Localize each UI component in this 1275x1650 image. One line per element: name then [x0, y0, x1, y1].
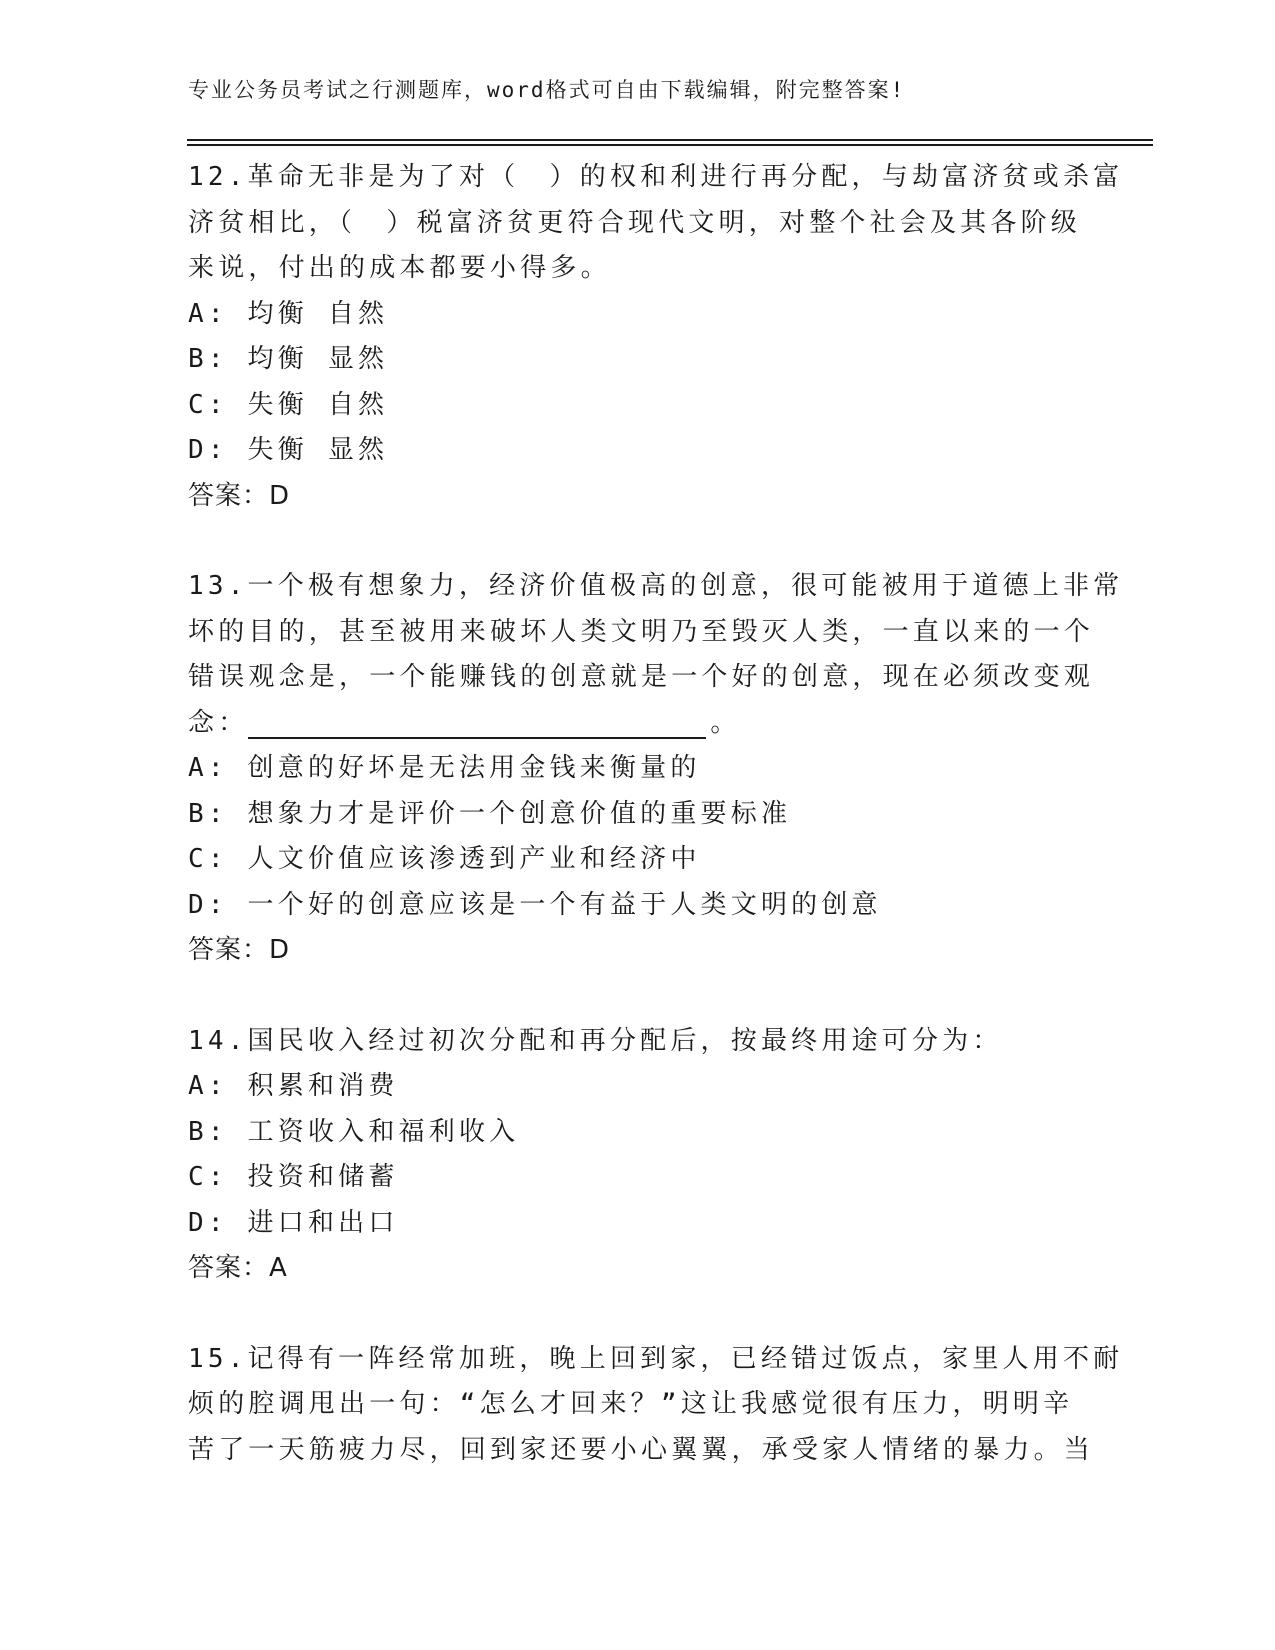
question-stem-line: 错误观念是，一个能赚钱的创意就是一个好的创意，现在必须改变观	[188, 662, 1095, 692]
option-a: A: 均衡 自然	[188, 298, 389, 329]
answer-line: 答案：A	[188, 1253, 288, 1283]
question-stem-line: 苦了一天筋疲力尽，回到家还要小心翼翼，承受家人情绪的暴力。当	[188, 1434, 1095, 1465]
question-stem-line: 济贫相比，（ ）税富济贫更符合现代文明，对整个社会及其各阶级	[188, 207, 1082, 238]
question-stem-line: 坏的目的，甚至被用来破坏人类文明乃至毁灭人类，一直以来的一个	[188, 616, 1095, 647]
blank-prefix: 念：	[188, 707, 249, 738]
option-d: D: 进口和出口	[188, 1207, 399, 1238]
question-stem-line: 13.一个极有想象力，经济价值极高的创意，很可能被用于道德上非常	[188, 571, 1124, 601]
option-c: C: 失衡 自然	[188, 389, 389, 420]
question-stem-blank-line	[188, 701, 1088, 747]
question-14	[188, 1019, 1088, 1292]
answer-line: 答案：D	[188, 480, 291, 511]
question-stem-line: 14.国民收入经过初次分配和再分配后，按最终用途可分为：	[188, 1025, 1003, 1056]
option-d: D: 一个好的创意应该是一个有益于人类文明的创意	[188, 889, 882, 920]
option-b: B: 想象力才是评价一个创意价值的重要标准	[188, 798, 792, 829]
question-12	[188, 155, 1124, 519]
question-15	[188, 1337, 1124, 1474]
question-list	[188, 155, 1124, 1518]
header-rule-top	[187, 139, 1153, 141]
question-stem-line: 来说，付出的成本都要小得多。	[188, 253, 611, 283]
header-rule-bottom	[187, 144, 1153, 146]
option-b: B: 工资收入和福利收入	[188, 1116, 520, 1147]
question-13	[188, 564, 1124, 974]
question-stem-line: 15.记得有一阵经常加班，晚上回到家，已经错过饭点，家里人用不耐	[188, 1343, 1124, 1374]
option-c: C: 投资和储蓄	[188, 1162, 399, 1192]
question-stem-line: 12.革命无非是为了对（ ）的权和利进行再分配，与劫富济贫或杀富	[188, 162, 1124, 192]
page-header-text: 专业公务员考试之行测题库，word格式可自由下载编辑，附完整答案!	[188, 78, 906, 102]
option-a: A: 积累和消费	[188, 1071, 399, 1101]
option-b: B: 均衡 显然	[188, 344, 389, 374]
option-d: D: 失衡 显然	[188, 435, 389, 465]
option-c: C: 人文价值应该渗透到产业和经济中	[188, 844, 701, 874]
option-a: A: 创意的好坏是无法用金钱来衡量的	[188, 753, 701, 783]
question-stem-line: 烦的腔调甩出一句：“怎么才回来？”这让我感觉很有压力，明明辛	[188, 1389, 1074, 1419]
answer-line: 答案：D	[188, 935, 291, 965]
fill-in-blank	[248, 711, 706, 739]
blank-suffix: 。	[710, 707, 741, 738]
